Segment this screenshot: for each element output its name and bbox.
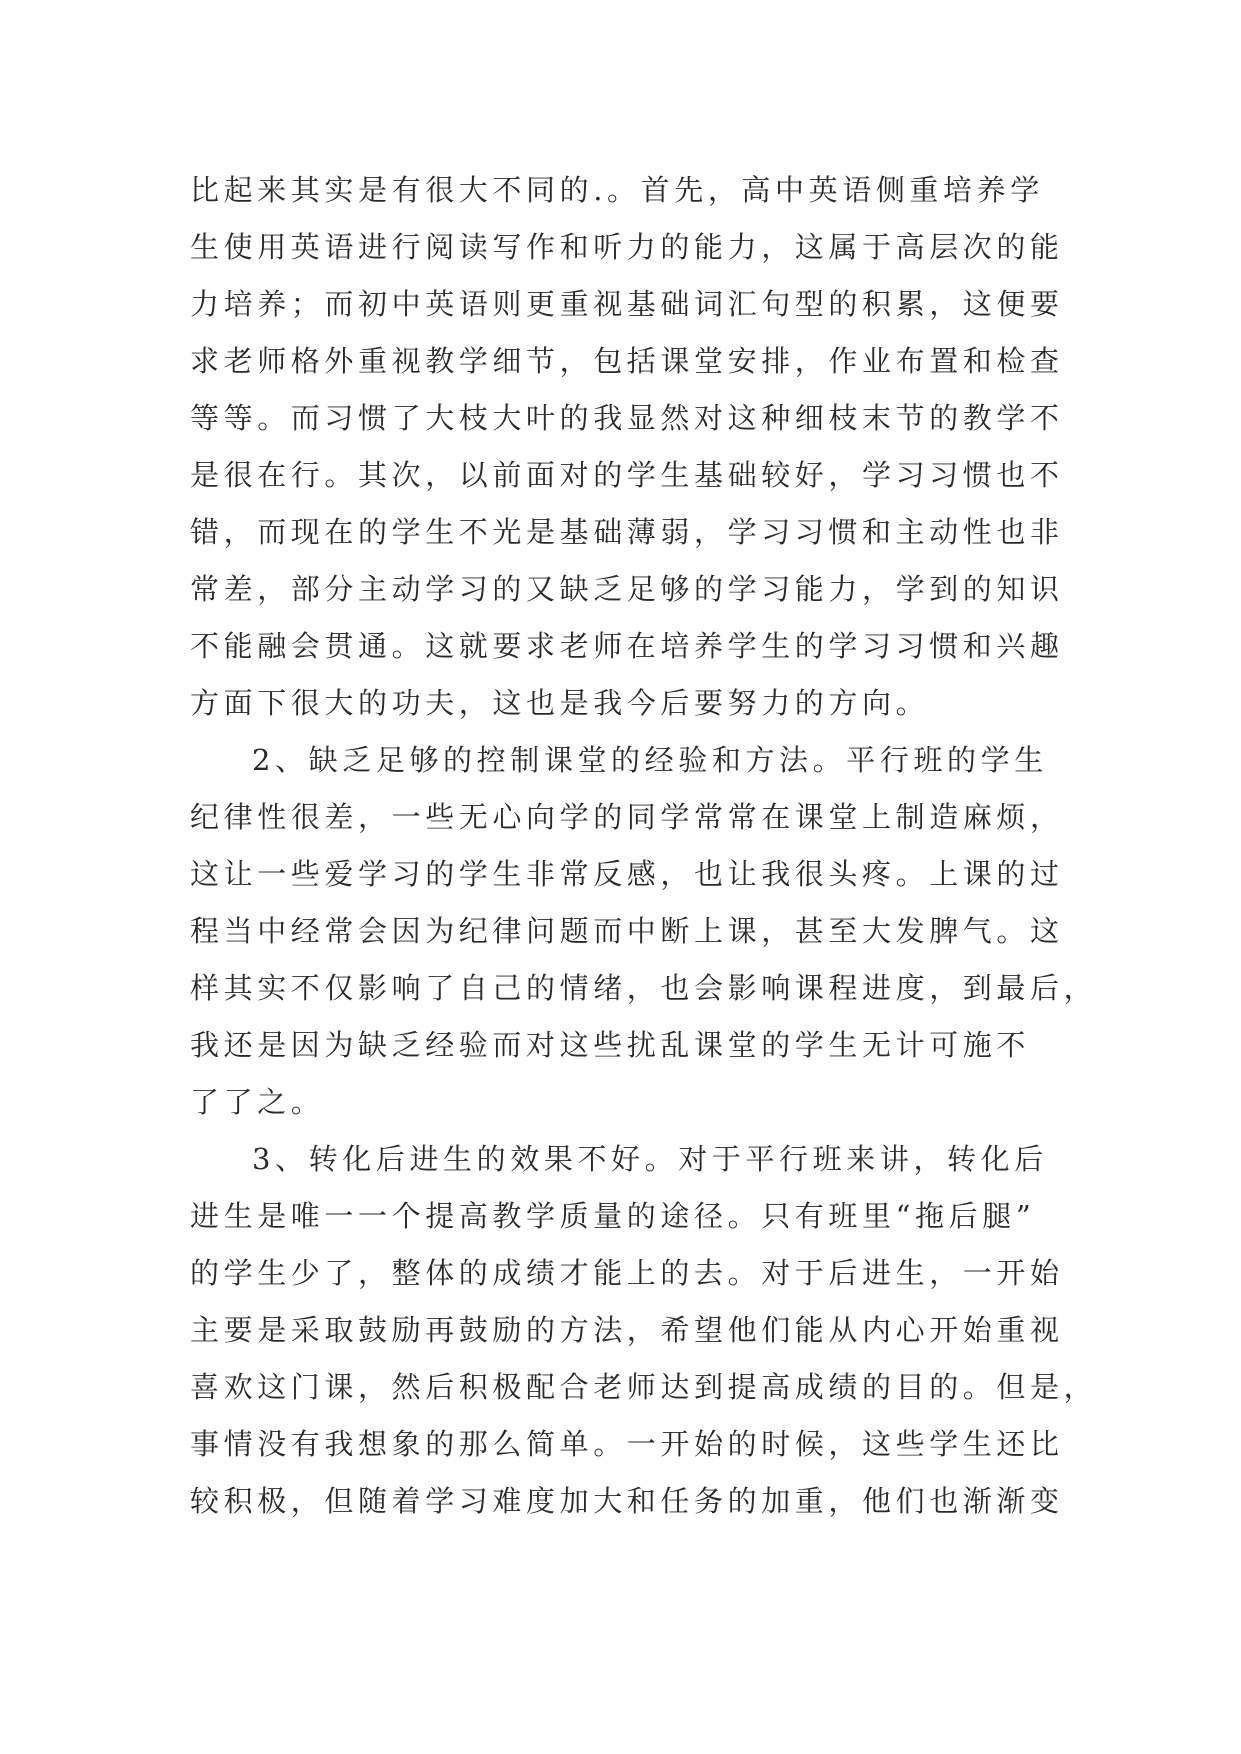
text-line: 事情没有我想象的那么简单。一开始的时候，这些学生还比 <box>190 1427 1064 1461</box>
text-line: 不能融会贯通。这就要求老师在培养学生的学习习惯和兴趣 <box>190 629 1064 663</box>
text-line: 求老师格外重视教学细节，包括课堂安排，作业布置和检查 <box>190 344 1064 378</box>
text-line: 主要是采取鼓励再鼓励的方法，希望他们能从内心开始重视 <box>190 1313 1064 1347</box>
text-line: 喜欢这门课，然后积极配合老师达到提高成绩的目的。但是， <box>190 1370 1098 1404</box>
text-line: 等等。而习惯了大枝大叶的我显然对这种细枝末节的教学不 <box>190 401 1064 435</box>
text-line: 常差，部分主动学习的又缺乏足够的学习能力，学到的知识 <box>190 572 1064 606</box>
text-line: 了了之。 <box>190 1085 325 1119</box>
text-line: 进生是唯一一个提高教学质量的途径。只有班里“拖后腿” <box>190 1199 1036 1233</box>
text-line: 较积极，但随着学习难度加大和任务的加重，他们也渐渐变 <box>190 1484 1064 1518</box>
text-line: 程当中经常会因为纪律问题而中断上课，甚至大发脾气。这 <box>190 914 1064 948</box>
text-line: 错，而现在的学生不光是基础薄弱，学习习惯和主动性也非 <box>190 515 1064 549</box>
text-line: 样其实不仅影响了自己的情绪，也会影响课程进度，到最后， <box>190 971 1098 1005</box>
paragraph-first-line: 2、缺乏足够的控制课堂的经验和方法。平行班的学生 <box>252 743 1048 777</box>
text-line: 纪律性很差，一些无心向学的同学常常在课堂上制造麻烦， <box>190 800 1064 834</box>
text-line: 我还是因为缺乏经验而对这些扰乱课堂的学生无计可施不 <box>190 1028 1031 1062</box>
text-line: 比起来其实是有很大不同的.。首先，高中英语侧重培养学 <box>190 173 1044 207</box>
text-line: 力培养；而初中英语则更重视基础词汇句型的积累，这便要 <box>190 287 1064 321</box>
document-body <box>190 162 1098 1530</box>
paragraph-first-line: 3、转化后进生的效果不好。对于平行班来讲，转化后 <box>252 1142 1048 1176</box>
text-line: 是很在行。其次，以前面对的学生基础较好，学习习惯也不 <box>190 458 1064 492</box>
text-line: 的学生少了，整体的成绩才能上的去。对于后进生，一开始 <box>190 1256 1064 1290</box>
text-line: 这让一些爱学习的学生非常反感，也让我很头疼。上课的过 <box>190 857 1064 891</box>
text-line: 方面下很大的功夫，这也是我今后要努力的方向。 <box>190 686 930 720</box>
text-line: 生使用英语进行阅读写作和听力的能力，这属于高层次的能 <box>190 230 1064 264</box>
